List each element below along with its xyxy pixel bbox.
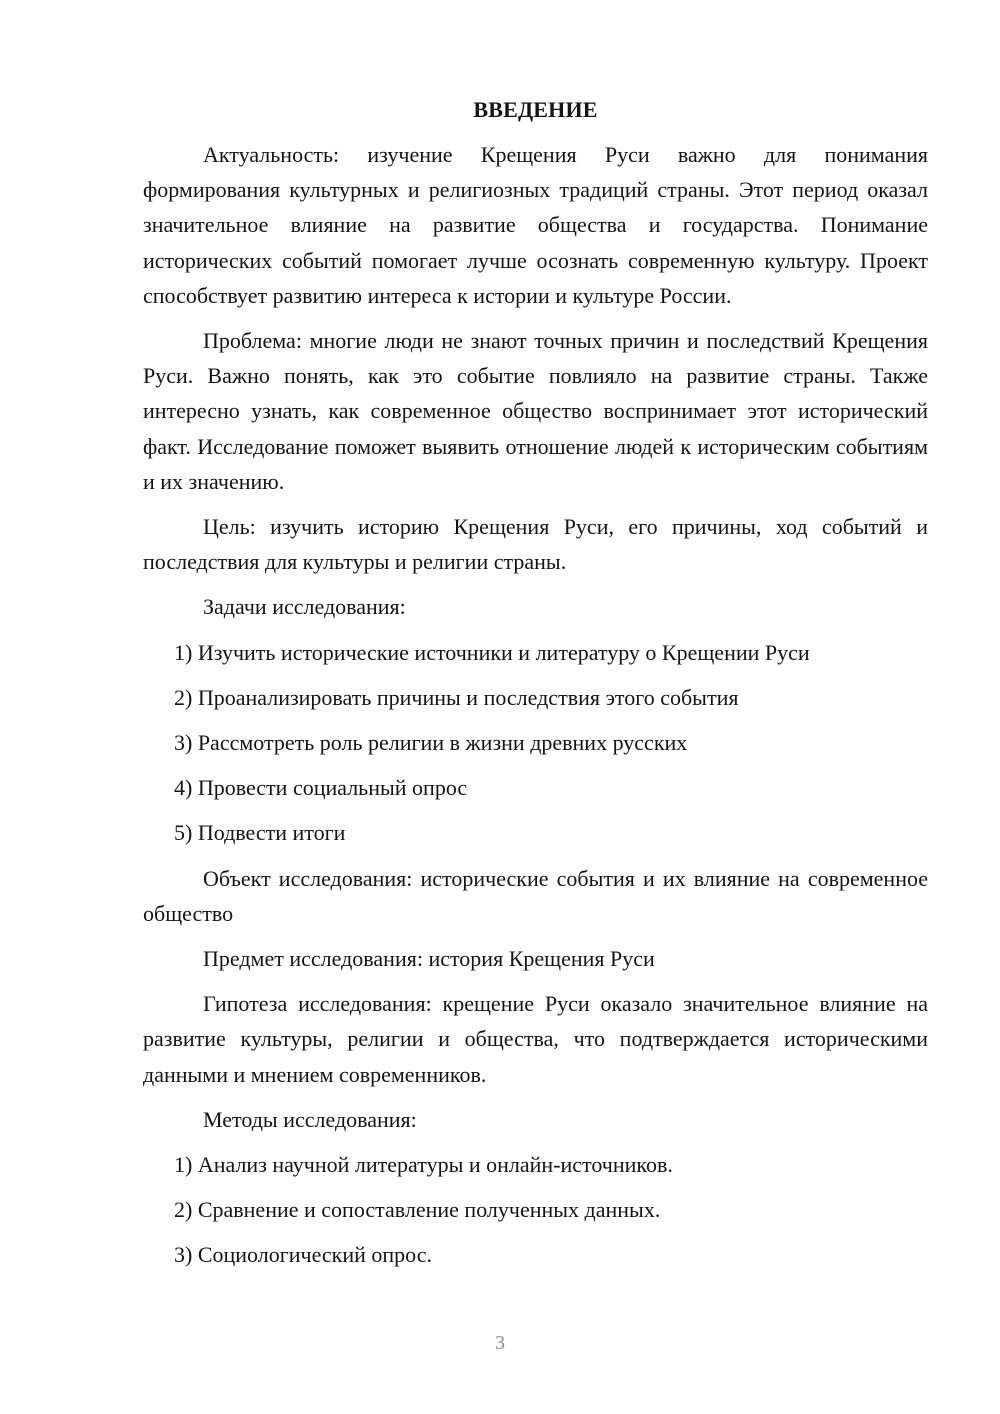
paragraph-relevance: Актуальность: изучение Крещения Руси важно для понимания формирования культурных и религиозных традиций страны. Этот период оказал значительное влияние на развитие общества и государства. Понимание исторических событий помогает лучше осознать современную культуру. Проект способствует развитию интереса к истории и культуре России.: [143, 142, 928, 308]
list-item: 3) Социологический опрос.: [174, 1242, 432, 1268]
page-number: 3: [495, 1332, 505, 1354]
list-item: 2) Проанализировать причины и последствия этого события: [174, 684, 739, 710]
list-item: 3) Рассмотреть роль религии в жизни древних русских: [174, 730, 688, 756]
list-item: 1) Анализ научной литературы и онлайн-источников.: [174, 1152, 673, 1178]
page-title: ВВЕДЕНИЕ: [473, 97, 598, 122]
list-item: 4) Провести социальный опрос: [174, 775, 468, 801]
tasks-list: [143, 635, 928, 851]
list-item: 2) Сравнение и сопоставление полученных данных.: [174, 1197, 661, 1223]
list-item: 5) Подвести итоги: [174, 820, 346, 846]
paragraph-problem: Проблема: многие люди не знают точных причин и последствий Крещения Руси. Важно понять, как это событие повлияло на развитие страны. Также интересно узнать, как современное общество воспринимает этот исторический факт. Исследование поможет выявить отношение людей к историческим событиям и их значению.: [143, 328, 928, 494]
document-page: [143, 94, 928, 1283]
methods-list: [143, 1147, 928, 1273]
paragraph-methods-label: Методы исследования:: [203, 1106, 417, 1132]
paragraph-goal: Цель: изучить историю Крещения Руси, его причины, ход событий и последствия для культуры и религии страны.: [143, 514, 928, 575]
paragraph-tasks-label: Задачи исследования:: [203, 594, 406, 620]
paragraph-hypothesis: Гипотеза исследования: крещение Руси оказало значительное влияние на развитие культуры, религии и общества, что подтверждается историческими данными и мнением современников.: [143, 991, 928, 1087]
paragraph-object: Объект исследования: исторические события и их влияние на современное общество: [143, 865, 928, 926]
list-item: 1) Изучить исторические источники и литературу о Крещении Руси: [174, 639, 810, 665]
paragraph-subject: Предмет исследования: история Крещения Руси: [203, 946, 655, 972]
